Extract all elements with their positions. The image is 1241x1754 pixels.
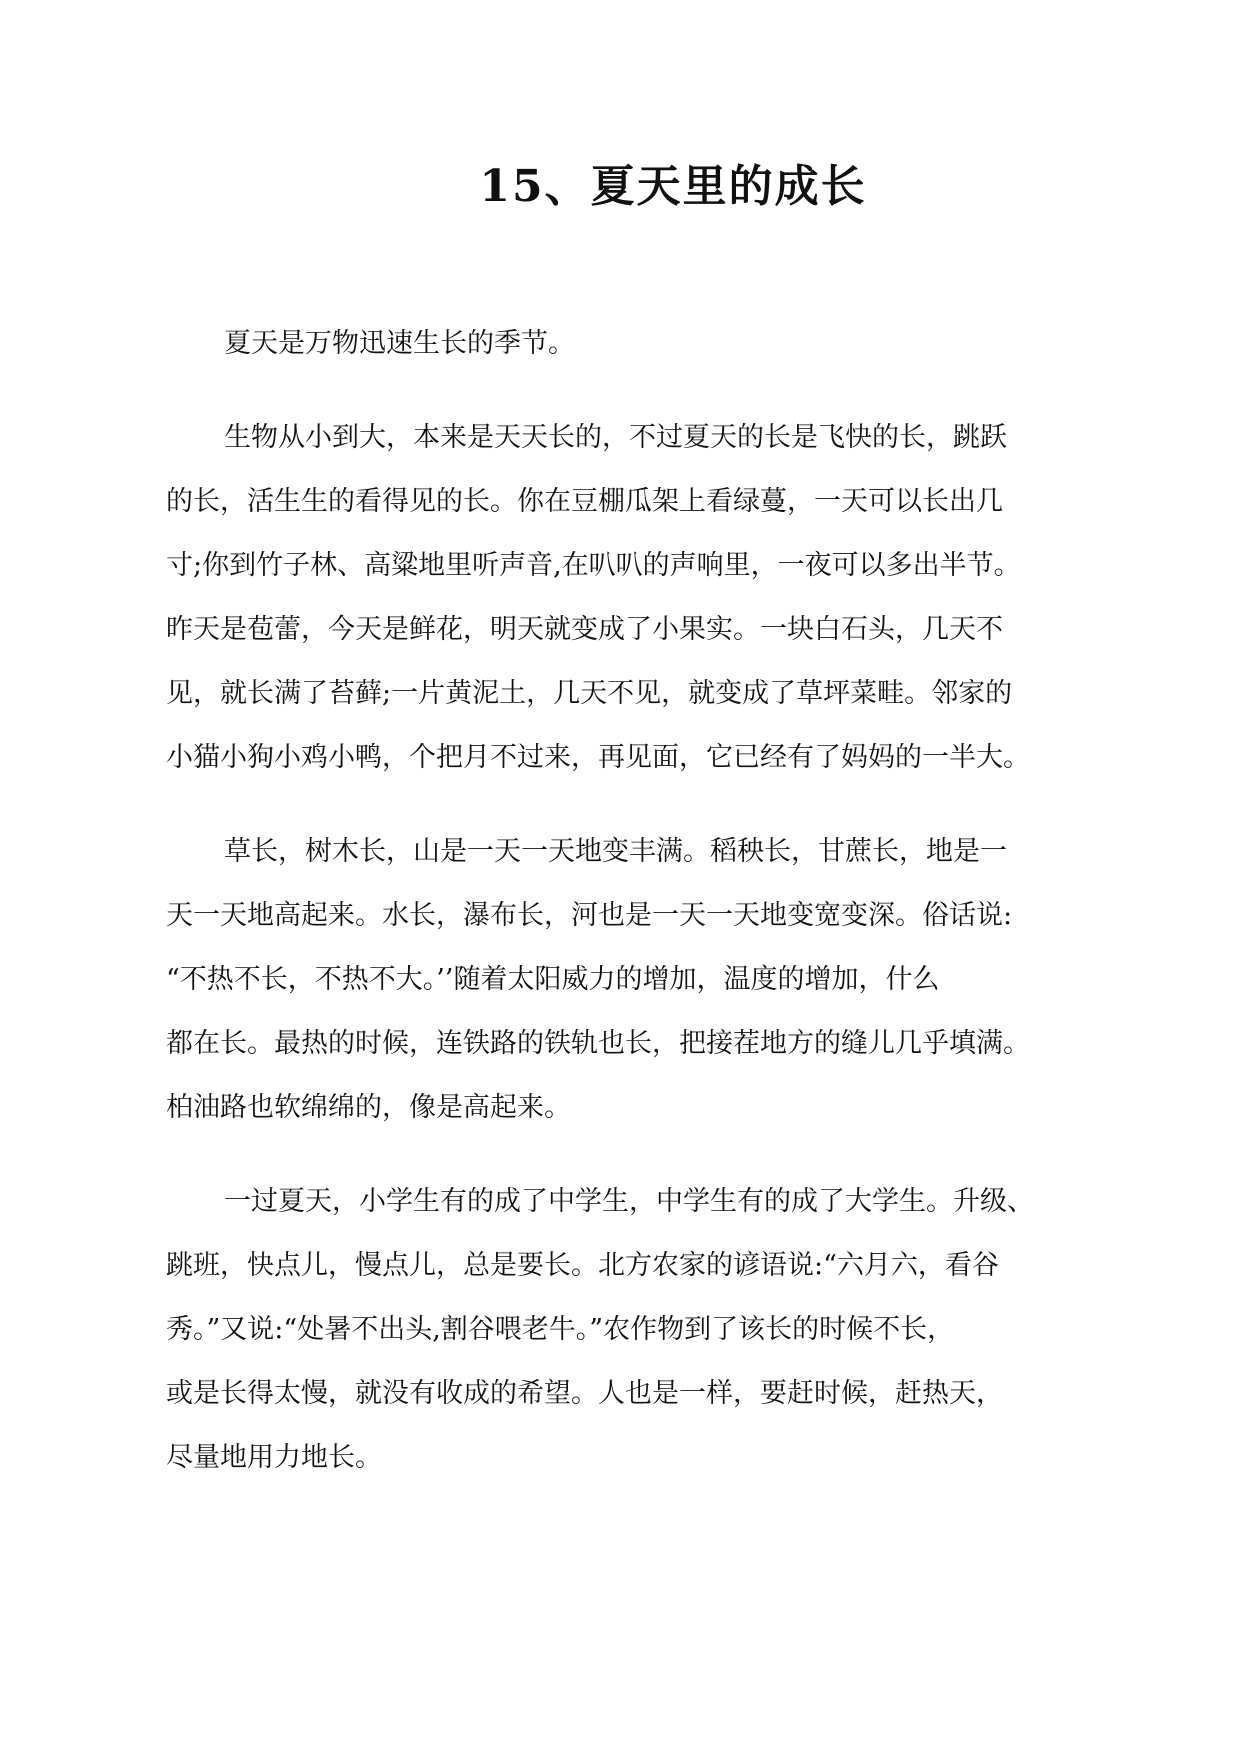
text-line: 见，就长满了苔藓;一片黄泥土，几天不见，就变成了草坪菜畦。邻家的 — [166, 678, 1013, 709]
text-line: 或是长得太慢，就没有收成的希望。人也是一样，要赶时候，赶热天， — [166, 1378, 1003, 1409]
text-line: 小猫小狗小鸡小鸭，个把月不过来，再见面，它已经有了妈妈的一半大。 — [166, 742, 1030, 773]
text-line: 夏天是万物迅速生长的季节。 — [224, 328, 575, 359]
paragraph-1 — [166, 312, 1076, 376]
text-line: 一过夏天，小学生有的成了中学生，中学生有的成了大学生。升级、 — [224, 1186, 1034, 1217]
text-line: 柏油路也软绵绵的，像是高起来。 — [166, 1092, 571, 1123]
text-line: 尽量地用力地长。 — [166, 1442, 382, 1473]
text-line: 都在长。最热的时候，连铁路的铁轨也长，把接茬地方的缝儿几乎填满。 — [166, 1028, 1030, 1059]
text-line: 的长，活生生的看得见的长。你在豆棚瓜架上看绿蔓，一天可以长出几 — [166, 486, 1003, 517]
document-title: 15、夏天里的成长 — [479, 161, 867, 212]
text-line: 草长，树木长，山是一天一天地变丰满。稻秧长，甘蔗长，地是一 — [224, 836, 1007, 867]
paragraph-4 — [166, 1170, 1076, 1490]
paragraph-2 — [166, 406, 1076, 790]
text-line: 跳班，快点儿，慢点儿，总是要长。北方农家的谚语说:“六月六，看谷 — [166, 1250, 999, 1281]
text-line: 秀。”又说:“处暑不出头,割谷喂老牛。”农作物到了该长的时候不长， — [166, 1314, 955, 1345]
paragraph-3 — [166, 820, 1076, 1140]
text-line: “不热不长，不热不大。’’随着太阳威力的增加，温度的增加，什么 — [166, 964, 940, 995]
text-line: 寸;你到竹子林、高粱地里听声音,在叭叭的声响里，一夜可以多出半节。 — [166, 550, 1021, 581]
text-line: 生物从小到大，本来是天天长的，不过夏天的长是飞快的长，跳跃 — [224, 422, 1007, 453]
text-line: 天一天地高起来。水长，瀑布长，河也是一天一天地变宽变深。俗话说: — [166, 900, 1013, 931]
text-line: 昨天是苞蕾，今天是鲜花，明天就变成了小果实。一块白石头，几天不 — [166, 614, 1003, 645]
document-body — [166, 312, 1076, 1520]
